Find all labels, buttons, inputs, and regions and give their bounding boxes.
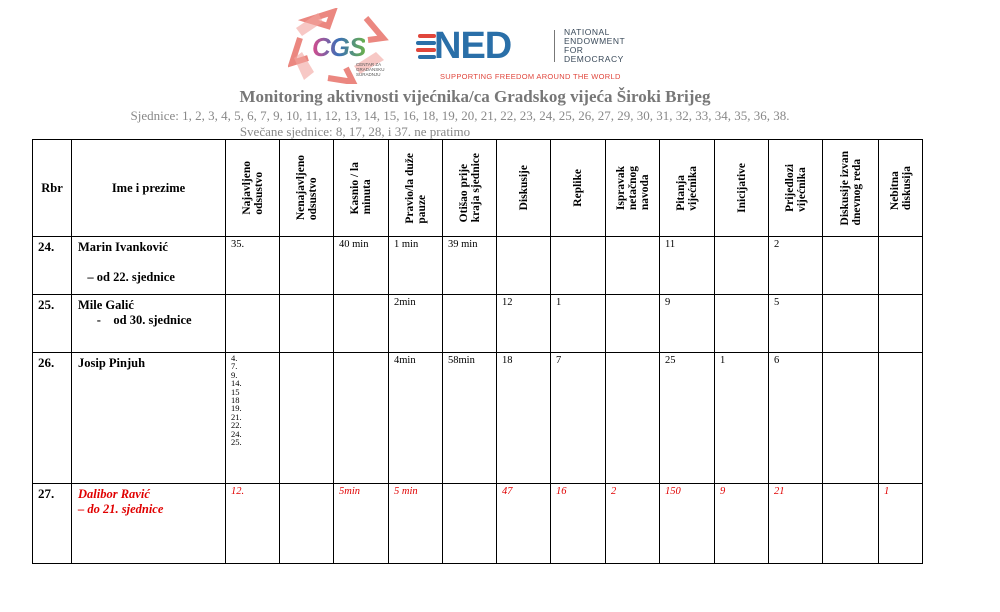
table-cell: 1	[551, 295, 606, 353]
table-cell	[606, 295, 660, 353]
table-cell	[280, 353, 334, 484]
ned-divider	[554, 30, 555, 62]
header-row	[33, 140, 923, 237]
ned-wordmark: NED	[434, 25, 512, 67]
table-cell: 11	[660, 237, 715, 295]
table-cell: 5min	[334, 484, 389, 564]
table-cell	[879, 295, 923, 353]
table-cell	[280, 484, 334, 564]
table-cell	[280, 237, 334, 295]
header-name: Ime i prezime	[72, 140, 226, 237]
header-najavljeno: Najavljeno odsustvo	[226, 140, 280, 237]
table-cell: 5 min	[389, 484, 443, 564]
table-row	[33, 484, 923, 564]
header-diskusije: Diskusije	[497, 140, 551, 237]
councillor-name: Mile Galić - od 30. sjednice	[72, 295, 226, 353]
table-cell: 1 min	[389, 237, 443, 295]
ned-logo	[416, 26, 648, 86]
cgs-wordmark: CGS	[312, 32, 366, 62]
header-ispravak: Ispravak netačnog navoda	[606, 140, 660, 237]
table-cell	[823, 353, 879, 484]
table-cell: 39 min	[443, 237, 497, 295]
councillor-name: Josip Pinjuh	[72, 353, 226, 484]
table-cell: 4min	[389, 353, 443, 484]
ned-tagline: SUPPORTING FREEDOM AROUND THE WORLD	[440, 72, 621, 81]
header-nebitna: Nebitna diskusija	[879, 140, 923, 237]
table-cell: 25	[660, 353, 715, 484]
header-otisao: Otišao prije kraja sjednice	[443, 140, 497, 237]
table-cell: 4. 7. 9. 14. 15 18 19. 21. 22. 24. 25.	[226, 353, 280, 484]
table-cell	[715, 295, 769, 353]
table-cell: 2min	[389, 295, 443, 353]
page-title: Monitoring aktivnosti vijećnika/ca Gradskog vijeća Široki Brijeg	[239, 87, 711, 106]
header-pauze: Pravio/la duže pauze	[389, 140, 443, 237]
table-cell: 12	[497, 295, 551, 353]
table-body	[33, 237, 923, 564]
table-cell	[334, 295, 389, 353]
table-cell: 47	[497, 484, 551, 564]
table-cell	[443, 484, 497, 564]
table-cell: 40 min	[334, 237, 389, 295]
table-cell: 7	[551, 353, 606, 484]
header-kasnio: Kasnio / la minuta	[334, 140, 389, 237]
table-cell: 21	[769, 484, 823, 564]
table-cell: 9	[715, 484, 769, 564]
table-cell: 2	[769, 237, 823, 295]
table-cell	[823, 295, 879, 353]
row-number: 25.	[33, 295, 72, 353]
table-cell: 150	[660, 484, 715, 564]
table-cell	[823, 237, 879, 295]
table-cell: 35.	[226, 237, 280, 295]
header-pitanja: Pitanja vijećnika	[660, 140, 715, 237]
table-cell: 1	[879, 484, 923, 564]
row-number: 26.	[33, 353, 72, 484]
table-cell	[226, 295, 280, 353]
table-cell	[879, 353, 923, 484]
table-cell	[879, 237, 923, 295]
table-row	[33, 237, 923, 295]
table-cell: 12.	[226, 484, 280, 564]
solemn-sessions-line: Svečane sjednice: 8, 17, 28, i 37. ne pratimo	[239, 124, 471, 139]
table-cell	[497, 237, 551, 295]
table-cell: 58min	[443, 353, 497, 484]
row-number: 27.	[33, 484, 72, 564]
header-inicijative: Inicijative	[715, 140, 769, 237]
table-cell	[606, 353, 660, 484]
table-cell	[551, 237, 606, 295]
table-cell	[443, 295, 497, 353]
table-cell	[606, 237, 660, 295]
sessions-line: Sjednice: 1, 2, 3, 4, 5, 6, 7, 9, 10, 11, 12, 13, 14, 15, 16, 18, 19, 20, 21, 22, 23, 24, 25, 26, 27, 29, 30, 31, 32, 33, 34, 35, 36, 38.	[130, 108, 790, 123]
table-cell: 9	[660, 295, 715, 353]
councillor-name: Marin Ivanković – od 22. sjednice	[72, 237, 226, 295]
table-cell: 16	[551, 484, 606, 564]
logos	[288, 8, 648, 86]
table-cell	[280, 295, 334, 353]
header-prijedlozi: Prijedlozi vijećnika	[769, 140, 823, 237]
table-cell: 18	[497, 353, 551, 484]
councillor-name: Dalibor Ravić – do 21. sjednice	[72, 484, 226, 564]
table-cell	[334, 353, 389, 484]
table-cell	[823, 484, 879, 564]
table-row	[33, 353, 923, 484]
row-number: 24.	[33, 237, 72, 295]
cgs-logo	[288, 8, 398, 84]
ned-fullname: NATIONAL ENDOWMENT FOR DEMOCRACY	[564, 27, 626, 64]
table-cell: 1	[715, 353, 769, 484]
table-cell: 6	[769, 353, 823, 484]
table-cell	[715, 237, 769, 295]
header-nenajavljeno: Nenajavljeno odsustvo	[280, 140, 334, 237]
monitoring-table	[32, 139, 923, 564]
header-rbr: Rbr	[33, 140, 72, 237]
table-cell: 2	[606, 484, 660, 564]
header-replike: Replike	[551, 140, 606, 237]
cgs-subtitle: CENTAR ZA GRADANSKU SURADNJU	[356, 62, 385, 77]
header-izvan-reda: Diskusije izvan dnevnog reda	[823, 140, 879, 237]
table-cell: 5	[769, 295, 823, 353]
table-row	[33, 295, 923, 353]
